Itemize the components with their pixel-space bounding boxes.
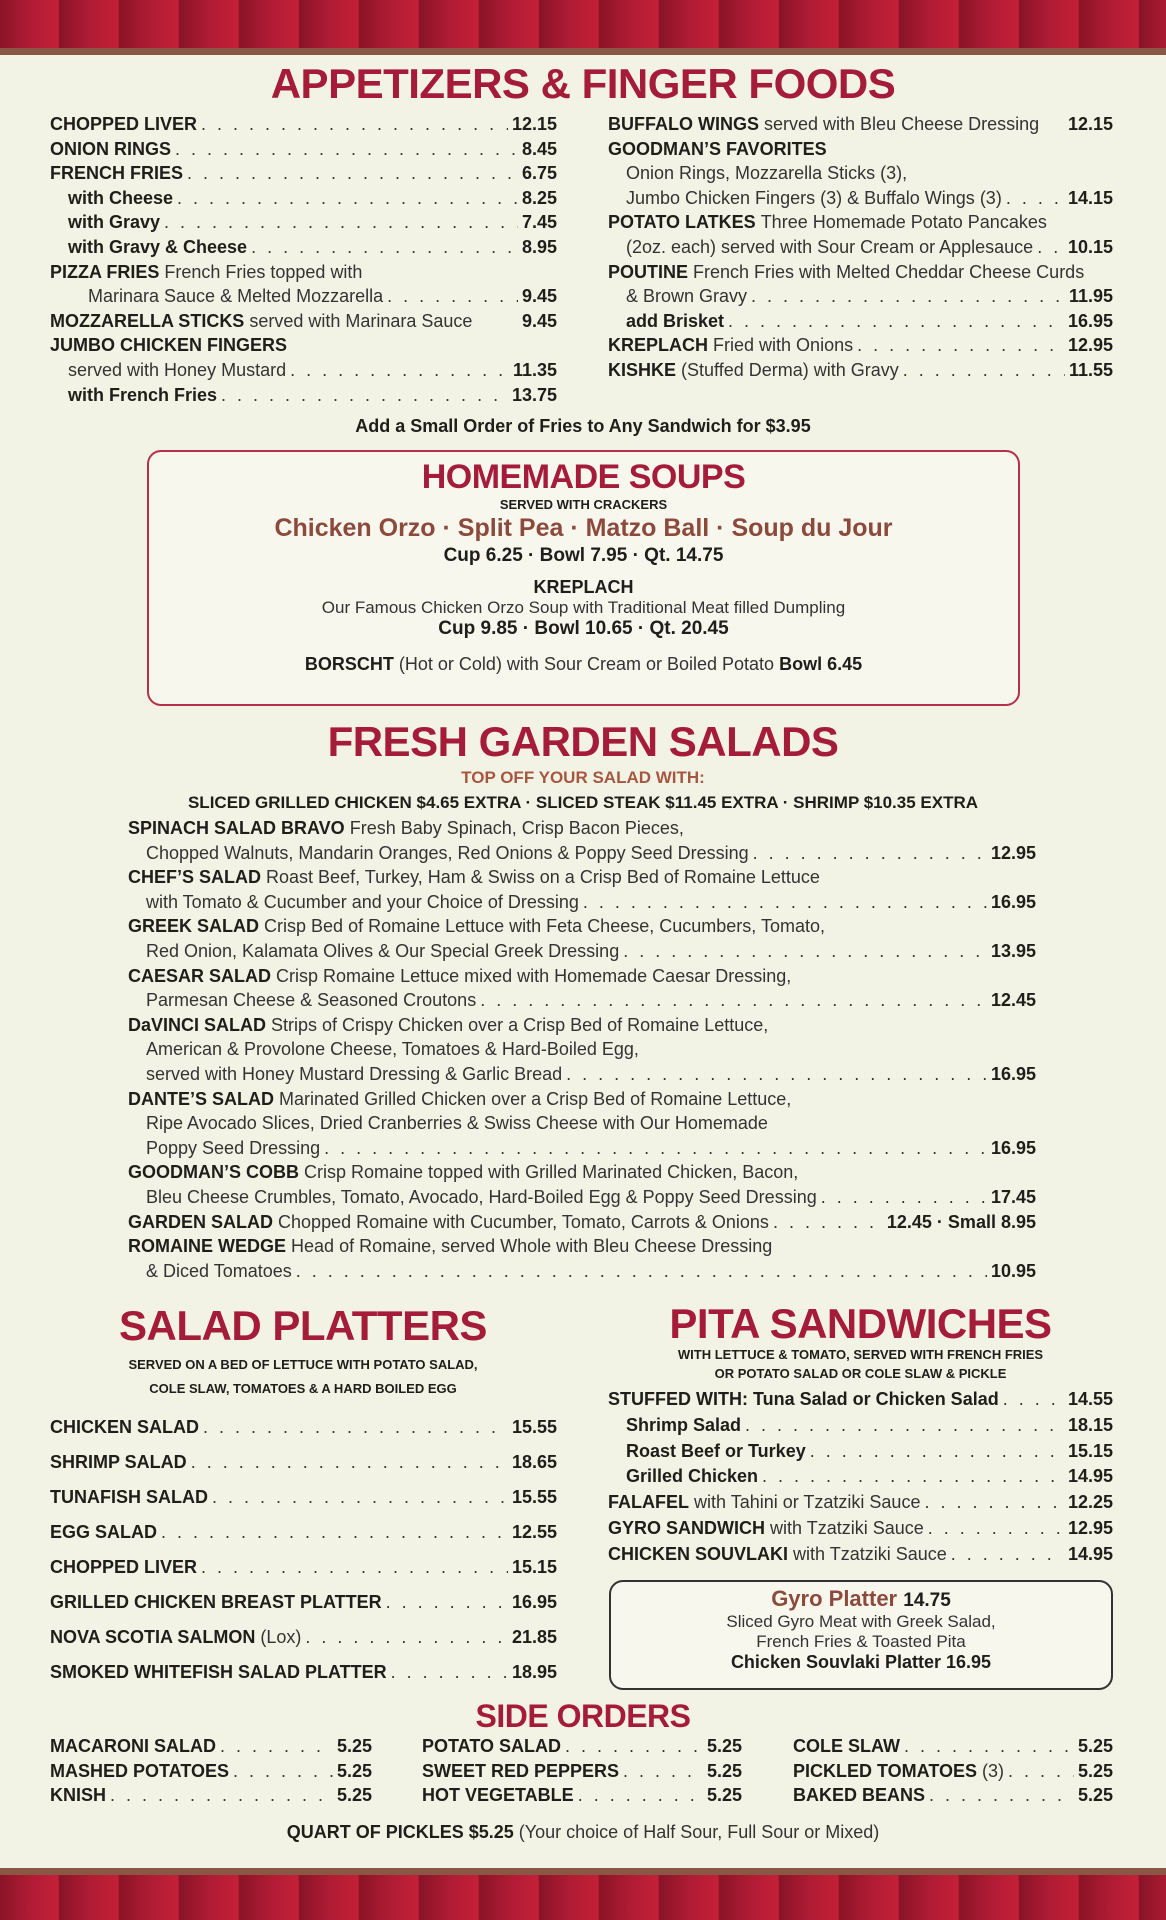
salads-title: FRESH GARDEN SALADS	[327, 718, 839, 765]
item-price: 11.95	[1068, 286, 1113, 307]
menu-item-line	[50, 1452, 557, 1487]
item-name: MACARONI SALAD	[50, 1736, 216, 1756]
menu-item-line	[608, 188, 1113, 213]
dot-leader	[1008, 1761, 1074, 1782]
item-price: 13.95	[990, 940, 1036, 961]
item-description: Head of Romaine, served Whole with Bleu Cheese Dressing	[291, 1236, 773, 1257]
dot-leader	[623, 1761, 703, 1782]
item-price: 12.55	[511, 1522, 557, 1542]
item-description: French Fries topped with	[164, 261, 363, 282]
item-name: COLE SLAW	[793, 1736, 900, 1756]
quart-pickles-name: QUART OF PICKLES $5.25	[286, 1822, 514, 1842]
item-name: GREEK SALAD	[128, 916, 260, 937]
item-description: Roast Beef, Turkey, Ham & Swiss on a Crisp Bed of Romaine Lettuce	[266, 867, 820, 888]
menu-item-line	[50, 212, 557, 237]
dot-leader	[623, 941, 987, 962]
item-name: STUFFED WITH: Tuna Salad or Chicken Salad	[608, 1389, 999, 1409]
item-description: Red Onion, Kalamata Olives & Our Special Greek Dressing	[146, 940, 620, 961]
item-name: PIZZA FRIES	[50, 261, 160, 282]
item-name: FALAFEL	[608, 1492, 689, 1513]
menu-item-line	[793, 1736, 1113, 1761]
menu-item-line	[50, 311, 557, 336]
menu-item-line	[50, 1662, 557, 1697]
menu-item-line	[608, 212, 1113, 237]
item-price: 12.45 · Small 8.95	[886, 1211, 1036, 1232]
menu-item-line	[608, 1441, 1113, 1467]
item-description: Onion Rings, Mozzarella Sticks (3),	[626, 163, 908, 184]
item-name: MOZZARELLA STICKS	[50, 310, 245, 331]
dot-leader	[566, 1064, 987, 1085]
soup-prices: Cup 6.25 · Bowl 7.95 · Qt. 14.75	[443, 545, 724, 566]
item-name: DANTE’S SALAD	[128, 1088, 275, 1109]
item-price: 17.45	[990, 1186, 1036, 1207]
menu-item-line	[422, 1736, 742, 1761]
item-description: (Stuffed Derma) with Gravy	[681, 359, 899, 380]
soups-subtitle: SERVED WITH CRACKERS	[499, 497, 668, 512]
item-description: Marinara Sauce & Melted Mozzarella	[88, 286, 384, 307]
item-price: 5.25	[1077, 1736, 1113, 1756]
soups-box	[147, 450, 1020, 706]
menu-item-line	[608, 360, 1113, 385]
item-price: 9.45	[521, 310, 557, 331]
item-price: 18.15	[1067, 1414, 1113, 1435]
top-decorative-band	[0, 0, 1166, 48]
menu-item-line	[608, 1415, 1113, 1441]
menu-item-line	[128, 1138, 1036, 1163]
platters-subtitle-2: COLE SLAW, TOMATOES & A HARD BOILED EGG	[149, 1381, 457, 1396]
item-price: 14.95	[1067, 1466, 1113, 1487]
item-name: Shrimp Salad	[626, 1414, 742, 1435]
menu-item-line	[128, 1261, 1036, 1286]
dot-leader	[583, 892, 987, 913]
menu-item-line	[50, 262, 557, 287]
pita-subtitle-2: OR POTATO SALAD OR COLE SLAW & PICKLE	[714, 1366, 1007, 1381]
item-price: 13.75	[511, 384, 557, 405]
dot-leader	[305, 1627, 508, 1648]
gyro-platter-price: 14.75	[903, 1590, 951, 1611]
menu-item-line	[128, 1187, 1036, 1212]
item-price: 16.95	[990, 891, 1036, 912]
item-price: 6.75	[521, 163, 557, 184]
item-name: POUTINE	[608, 261, 689, 282]
dot-leader	[161, 1522, 508, 1543]
gyro-platter-desc-1: Sliced Gyro Meat with Greek Salad,	[726, 1612, 996, 1631]
item-name: with Cheese	[68, 187, 174, 208]
menu-item-line	[50, 1627, 557, 1662]
item-price: 16.95	[511, 1592, 557, 1612]
item-price: 15.55	[511, 1487, 557, 1507]
menu-item-line	[50, 1487, 557, 1522]
gyro-platter-box	[609, 1580, 1113, 1690]
menu-item-line	[50, 1417, 557, 1452]
item-name: SPINACH SALAD BRAVO	[128, 818, 345, 838]
menu-item-line	[50, 139, 557, 164]
dot-leader	[810, 1441, 1064, 1462]
item-name: GARDEN SALAD	[128, 1211, 274, 1232]
item-price: 10.95	[990, 1260, 1036, 1281]
item-price: 5.25	[706, 1736, 742, 1756]
salads-list	[128, 818, 1036, 1285]
item-description: served with Honey Mustard Dressing & Garlic Bread	[146, 1063, 563, 1084]
menu-item-line	[608, 1544, 1113, 1570]
menu-item-line	[128, 1015, 1036, 1040]
sides-col-1	[50, 1736, 372, 1810]
menu-item-line	[50, 1785, 372, 1810]
item-name: FRENCH FRIES	[50, 163, 184, 184]
dot-leader	[387, 286, 518, 307]
menu-item-line	[608, 237, 1113, 262]
item-price: 14.15	[1067, 187, 1113, 208]
dot-leader	[928, 1518, 1064, 1539]
soups-title: HOMEMADE SOUPS	[421, 458, 746, 496]
dot-leader	[391, 1662, 508, 1683]
menu-item-line	[793, 1761, 1113, 1786]
item-price: 12.95	[1067, 1517, 1113, 1538]
item-name: BUFFALO WINGS	[608, 114, 759, 134]
sides-title: SIDE ORDERS	[475, 1698, 691, 1734]
souvlaki-platter: Chicken Souvlaki Platter 16.95	[730, 1652, 992, 1672]
item-name: GYRO SANDWICH	[608, 1517, 765, 1538]
dot-leader	[201, 1557, 508, 1578]
item-description: Poppy Seed Dressing	[146, 1137, 321, 1158]
menu-item-line	[608, 262, 1113, 287]
item-price: 16.95	[990, 1137, 1036, 1158]
appetizers-right-list	[608, 114, 1113, 385]
menu-item-line	[128, 818, 1036, 843]
menu-item-line	[608, 335, 1113, 360]
item-description: Ripe Avocado Slices, Dried Cranberries & Swiss Cheese with Our Homemade	[146, 1113, 768, 1134]
pita-title: PITA SANDWICHES	[669, 1300, 1052, 1347]
dot-leader	[187, 163, 518, 184]
menu-item-line	[422, 1785, 742, 1810]
item-description: with Tomato & Cucumber and your Choice of Dressing	[146, 891, 579, 912]
menu-item-line	[128, 1113, 1036, 1138]
menu-item-line	[608, 1389, 1113, 1415]
item-name: POTATO SALAD	[422, 1736, 561, 1756]
item-name: DaVINCI SALAD	[128, 1014, 267, 1035]
item-price: 5.25	[336, 1785, 372, 1806]
dot-leader	[221, 385, 508, 406]
item-description: with Tzatziki Sauce	[770, 1517, 924, 1538]
dot-leader	[951, 1544, 1064, 1565]
menu-item-line	[50, 1761, 372, 1786]
item-price: 5.25	[336, 1736, 372, 1756]
menu-item-line	[50, 385, 557, 410]
item-price: 15.15	[511, 1557, 557, 1577]
dot-leader	[177, 188, 518, 209]
item-price: 8.45	[521, 138, 557, 159]
item-price: 5.25	[706, 1760, 742, 1781]
menu-item-line	[128, 1162, 1036, 1187]
dot-leader	[924, 1492, 1063, 1513]
menu-item-line	[50, 360, 557, 385]
item-price: 5.25	[336, 1760, 372, 1781]
item-price: 8.95	[521, 236, 557, 257]
item-description: Marinated Grilled Chicken over a Crisp Bed of Romaine Lettuce,	[279, 1088, 792, 1109]
item-name: with Gravy	[68, 212, 161, 233]
item-price: 10.15	[1067, 236, 1113, 257]
item-price: 11.55	[1068, 359, 1113, 380]
dot-leader	[904, 1736, 1074, 1757]
item-name: KISHKE	[608, 359, 677, 380]
gyro-platter-name: Gyro Platter	[771, 1586, 898, 1611]
dot-leader	[191, 1452, 508, 1473]
borscht-price: Bowl 6.45	[779, 654, 863, 674]
item-name: CHEF’S SALAD	[128, 867, 262, 888]
item-description: & Diced Tomatoes	[146, 1260, 292, 1281]
menu-item-line	[128, 867, 1036, 892]
item-price: 16.95	[1067, 310, 1113, 331]
item-price: 18.65	[511, 1452, 557, 1472]
gyro-platter-desc-2: French Fries & Toasted Pita	[756, 1632, 966, 1651]
menu-item-line	[608, 114, 1113, 139]
menu-item-line	[128, 916, 1036, 941]
pita-subtitle-1: WITH LETTUCE & TOMATO, SERVED WITH FRENCH FRIES	[677, 1347, 1044, 1362]
item-description: Fresh Baby Spinach, Crisp Bacon Pieces,	[349, 818, 684, 838]
item-description: American & Provolone Cheese, Tomatoes & Hard-Boiled Egg,	[146, 1039, 639, 1060]
dot-leader	[753, 843, 987, 864]
dot-leader	[929, 1785, 1074, 1806]
item-price: 8.25	[521, 187, 557, 208]
kreplach-soup-desc: Our Famous Chicken Orzo Soup with Traditional Meat filled Dumpling	[321, 598, 846, 617]
menu-item-line	[793, 1785, 1113, 1810]
item-name: ONION RINGS	[50, 138, 172, 159]
item-name: SHRIMP SALAD	[50, 1452, 187, 1472]
item-description: (3)	[982, 1760, 1005, 1781]
item-name: CAESAR SALAD	[128, 965, 272, 986]
item-price: 12.45	[990, 990, 1036, 1011]
dot-leader	[220, 1736, 333, 1757]
item-name: CHICKEN SOUVLAKI	[608, 1543, 789, 1564]
item-price: 14.55	[1067, 1389, 1113, 1409]
menu-item-line	[128, 1064, 1036, 1089]
item-name: Grilled Chicken	[626, 1466, 759, 1487]
item-name: CHOPPED LIVER	[50, 114, 198, 134]
dot-leader	[903, 360, 1065, 381]
item-price: 21.85	[511, 1627, 557, 1647]
dot-leader	[773, 1212, 883, 1233]
menu-item-line	[128, 1039, 1036, 1064]
menu-item-line	[608, 1518, 1113, 1544]
item-description: (2oz. each) served with Sour Cream or Applesauce	[626, 236, 1034, 257]
item-name: SWEET RED PEPPERS	[422, 1760, 620, 1781]
borscht-desc: (Hot or Cold) with Sour Cream or Boiled Potato	[398, 654, 775, 674]
menu-item-line	[50, 237, 557, 262]
item-price: 9.45	[521, 286, 557, 307]
dot-leader	[565, 1736, 703, 1757]
item-price: 11.35	[512, 359, 557, 380]
dot-leader	[233, 1761, 333, 1782]
item-name: GOODMAN’S FAVORITES	[608, 138, 827, 159]
menu-item-line	[50, 163, 557, 188]
dot-leader	[480, 990, 987, 1011]
sides-col-2	[422, 1736, 742, 1810]
item-name: KREPLACH	[608, 335, 709, 356]
dot-leader	[745, 1415, 1064, 1436]
kreplach-soup-prices: Cup 9.85 · Bowl 10.65 · Qt. 20.45	[438, 618, 729, 639]
item-price: 15.15	[1067, 1440, 1113, 1461]
item-name: TUNAFISH SALAD	[50, 1487, 208, 1507]
borscht-name: BORSCHT	[304, 654, 394, 674]
item-price: 14.95	[1067, 1543, 1113, 1564]
item-name: CHICKEN SALAD	[50, 1417, 200, 1437]
dot-leader	[175, 139, 518, 160]
item-price: 18.95	[511, 1662, 557, 1682]
menu-item-line	[50, 1522, 557, 1557]
soup-varieties: Chicken Orzo · Split Pea · Matzo Ball · Soup du Jour	[274, 514, 893, 542]
item-description: served with Bleu Cheese Dressing	[764, 114, 1040, 134]
menu-item-line	[50, 114, 557, 139]
item-description: served with Marinara Sauce	[249, 310, 473, 331]
menu-item-line	[128, 990, 1036, 1015]
dot-leader	[728, 311, 1064, 332]
item-price: 16.95	[990, 1063, 1036, 1084]
item-name: Roast Beef or Turkey	[626, 1440, 806, 1461]
item-name: KNISH	[50, 1785, 107, 1806]
menu-item-line	[128, 1236, 1036, 1261]
dot-leader	[578, 1785, 703, 1806]
item-name: GOODMAN’S COBB	[128, 1162, 299, 1183]
menu-item-line	[50, 286, 557, 311]
item-price: 5.25	[1077, 1760, 1113, 1781]
item-description: Crisp Romaine topped with Grilled Marinated Chicken, Bacon,	[304, 1162, 799, 1183]
menu-item-line	[608, 1492, 1113, 1518]
menu-item-line	[128, 941, 1036, 966]
item-description: Crisp Romaine Lettuce mixed with Homemade Caesar Dressing,	[276, 965, 792, 986]
item-description: served with Honey Mustard	[68, 359, 287, 380]
menu-item-line	[422, 1761, 742, 1786]
dot-leader	[203, 1417, 508, 1438]
item-name: HOT VEGETABLE	[422, 1785, 574, 1806]
menu-item-line	[128, 966, 1036, 991]
item-price: 5.25	[706, 1785, 742, 1806]
menu-item-line	[128, 892, 1036, 917]
menu-item-line	[608, 139, 1113, 164]
dot-leader	[751, 286, 1065, 307]
dot-leader	[110, 1785, 333, 1806]
menu-item-line	[50, 1592, 557, 1627]
menu-item-line	[128, 843, 1036, 868]
item-name: GRILLED CHICKEN BREAST PLATTER	[50, 1592, 382, 1612]
bottom-decorative-band	[0, 1868, 1166, 1920]
platters-title: SALAD PLATTERS	[119, 1302, 487, 1349]
item-price: 5.25	[1077, 1785, 1113, 1806]
item-name: BAKED BEANS	[793, 1785, 926, 1806]
sides-col-3	[793, 1736, 1113, 1810]
item-description: Bleu Cheese Crumbles, Tomato, Avocado, Hard-Boiled Egg & Poppy Seed Dressing	[146, 1186, 817, 1207]
menu-item-line	[50, 1557, 557, 1592]
dot-leader	[201, 114, 508, 135]
menu-item-line	[50, 1736, 372, 1761]
dot-leader	[164, 212, 518, 233]
appetizers-left-list	[50, 114, 557, 409]
dot-leader	[251, 237, 518, 258]
dot-leader	[821, 1187, 987, 1208]
item-description: with Tahini or Tzatziki Sauce	[694, 1492, 921, 1513]
item-description: & Brown Gravy	[626, 286, 748, 307]
dot-leader	[1037, 237, 1064, 258]
item-price: 15.55	[511, 1417, 557, 1437]
platters-list	[50, 1417, 557, 1697]
salads-topoff: TOP OFF YOUR SALAD WITH:	[461, 768, 705, 787]
item-name: with French Fries	[68, 384, 218, 405]
item-price: 12.95	[990, 842, 1036, 863]
item-description: French Fries with Melted Cheddar Cheese Curds	[693, 261, 1085, 282]
menu-item-line	[608, 163, 1113, 188]
fries-note: Add a Small Order of Fries to Any Sandwich for $3.95	[355, 416, 811, 436]
item-name: SMOKED WHITEFISH SALAD PLATTER	[50, 1662, 387, 1682]
dot-leader	[386, 1592, 508, 1613]
item-price: 12.95	[1067, 335, 1113, 356]
dot-leader	[324, 1138, 987, 1159]
dot-leader	[762, 1466, 1064, 1487]
dot-leader	[212, 1487, 508, 1508]
item-name: with Gravy & Cheese	[68, 236, 248, 257]
item-description: Parmesan Cheese & Seasoned Croutons	[146, 990, 477, 1011]
menu-item-line	[128, 1212, 1036, 1237]
item-name: add Brisket	[626, 310, 725, 331]
dot-leader	[296, 1261, 987, 1282]
item-name: JUMBO CHICKEN FINGERS	[50, 335, 288, 356]
menu-item-line	[608, 311, 1113, 336]
item-price: 12.15	[511, 114, 557, 134]
item-price: 7.45	[521, 212, 557, 233]
appetizers-title: APPETIZERS & FINGER FOODS	[270, 60, 896, 107]
item-name: POTATO LATKES	[608, 212, 756, 233]
menu-item-line	[608, 286, 1113, 311]
item-name: NOVA SCOTIA SALMON	[50, 1627, 256, 1647]
item-description: Chopped Walnuts, Mandarin Oranges, Red Onions & Poppy Seed Dressing	[146, 842, 749, 863]
item-price: 12.25	[1067, 1492, 1113, 1513]
dot-leader	[1006, 188, 1064, 209]
item-name: EGG SALAD	[50, 1522, 158, 1542]
dot-leader	[290, 360, 509, 381]
item-price: 12.15	[1067, 114, 1113, 134]
dot-leader	[1003, 1389, 1064, 1410]
item-name: PICKLED TOMATOES	[793, 1760, 978, 1781]
item-description: Strips of Crispy Chicken over a Crisp Bed of Romaine Lettuce,	[271, 1014, 769, 1035]
dot-leader	[857, 335, 1064, 356]
item-name: CHOPPED LIVER	[50, 1557, 198, 1577]
platters-subtitle-1: SERVED ON A BED OF LETTUCE WITH POTATO SALAD,	[128, 1357, 478, 1372]
item-description: Jumbo Chicken Fingers (3) & Buffalo Wings (3)	[626, 187, 1002, 208]
salads-extras: SLICED GRILLED CHICKEN $4.65 EXTRA · SLICED STEAK $11.45 EXTRA · SHRIMP $10.35 EXTRA	[187, 793, 979, 812]
item-name: MASHED POTATOES	[50, 1760, 230, 1781]
item-description: Chopped Romaine with Cucumber, Tomato, Carrots & Onions	[278, 1211, 769, 1232]
item-name: ROMAINE WEDGE	[128, 1236, 287, 1257]
menu-item-line	[50, 335, 557, 360]
quart-pickles-desc: (Your choice of Half Sour, Full Sour or Mixed)	[518, 1822, 880, 1842]
item-description: Fried with Onions	[713, 335, 854, 356]
menu-item-line	[50, 188, 557, 213]
item-description: with Tzatziki Sauce	[793, 1543, 947, 1564]
menu-item-line	[608, 1466, 1113, 1492]
kreplach-soup-title: KREPLACH	[533, 577, 634, 597]
item-description: (Lox)	[260, 1627, 302, 1647]
item-description: Three Homemade Potato Pancakes	[760, 212, 1047, 233]
item-description: Crisp Bed of Romaine Lettuce with Feta Cheese, Cucumbers, Tomato,	[264, 916, 825, 937]
pita-list	[608, 1389, 1113, 1570]
menu-item-line	[128, 1089, 1036, 1114]
